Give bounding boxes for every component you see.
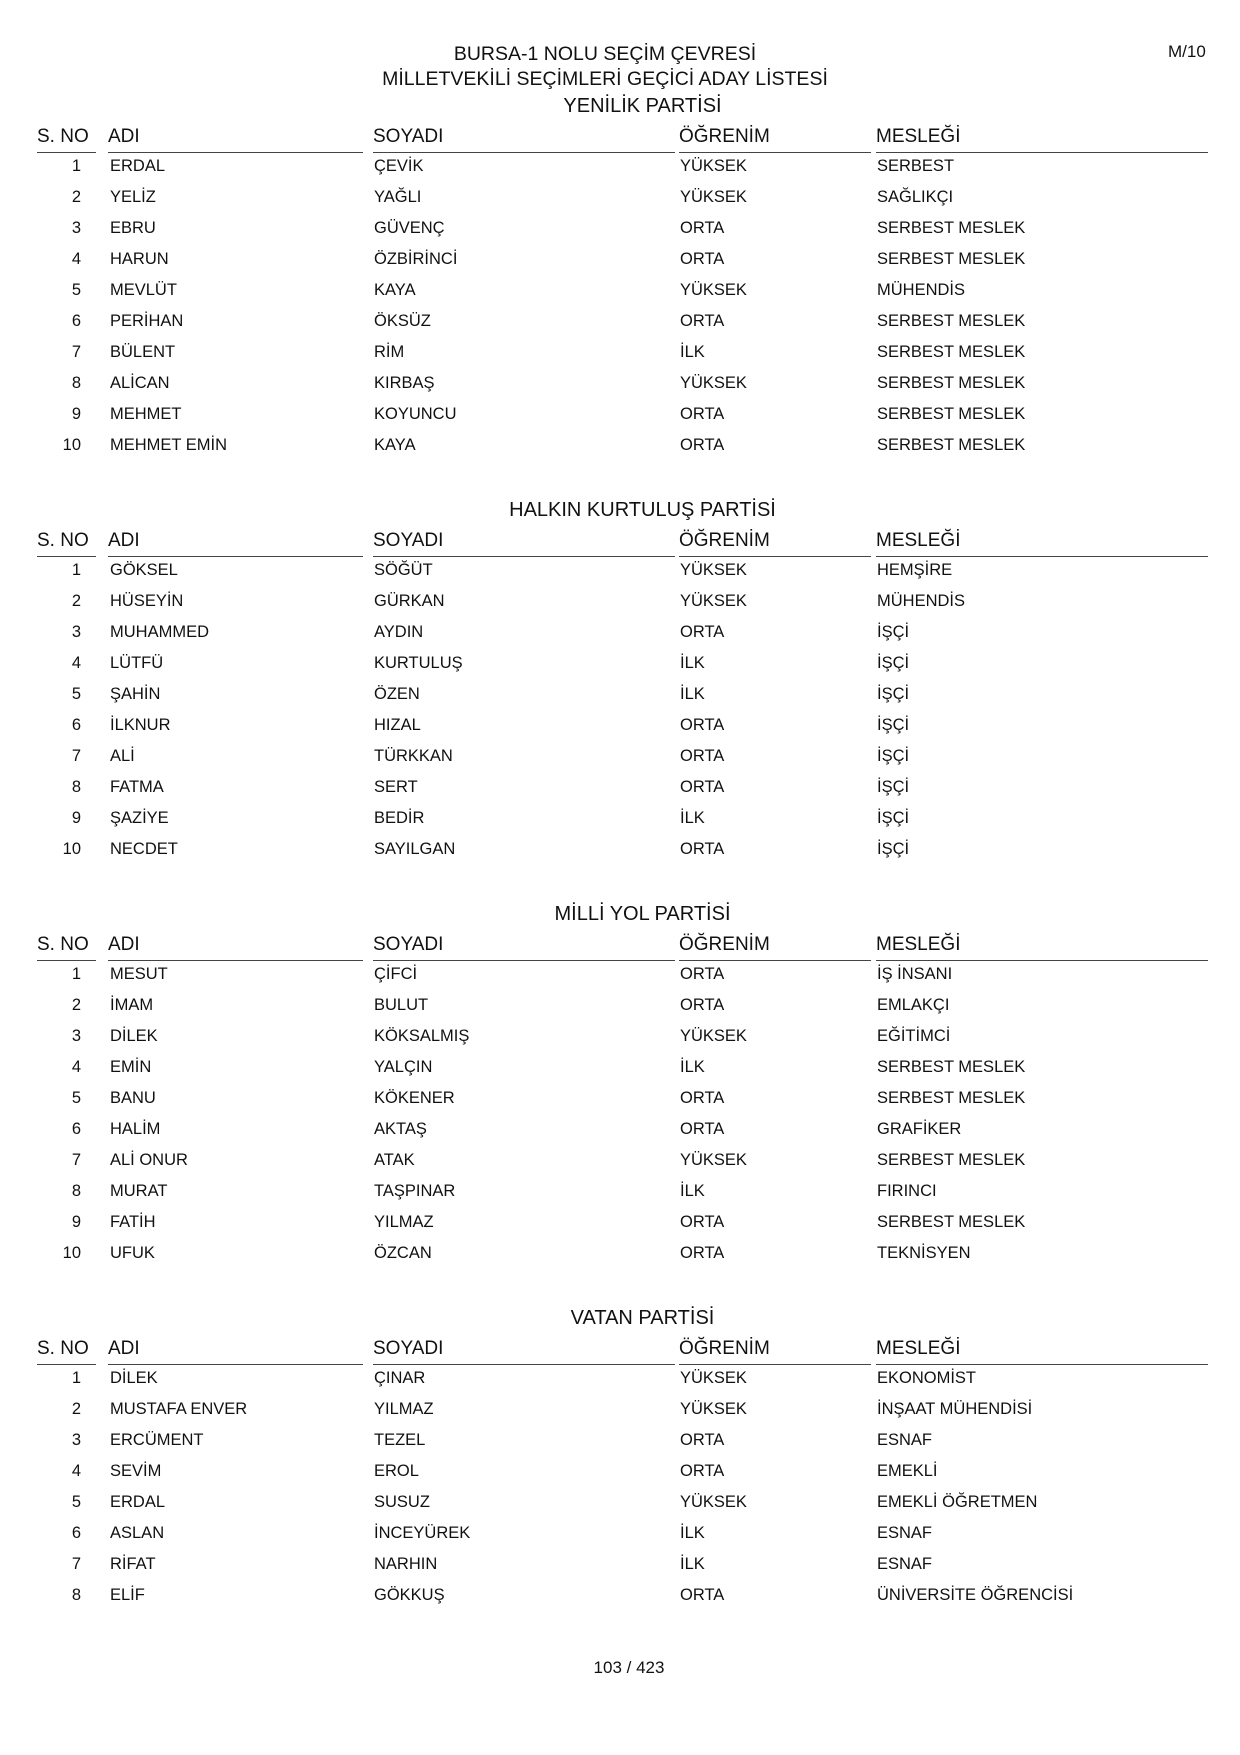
- table-row: [37, 1426, 1208, 1457]
- cell-meslegi: MÜHENDİS: [877, 592, 966, 610]
- cell-meslegi: İŞÇİ: [877, 654, 910, 672]
- col-header-sno: S. NO: [37, 1336, 96, 1365]
- cell-adi: İMAM: [110, 996, 154, 1014]
- party-name: MİLLİ YOL PARTİSİ: [554, 903, 731, 925]
- cell-soyadi: YAĞLI: [374, 188, 422, 206]
- cell-soyadi: KÖKENER: [374, 1089, 455, 1107]
- cell-soyadi: KURTULUŞ: [374, 654, 463, 672]
- cell-meslegi: SERBEST MESLEK: [877, 1058, 1026, 1076]
- cell-sno: 9: [71, 405, 81, 423]
- table-row: [37, 556, 1208, 587]
- table-row: [37, 1022, 1208, 1053]
- cell-soyadi: RİM: [374, 343, 405, 361]
- cell-meslegi: EMLAKÇI: [877, 996, 950, 1014]
- cell-meslegi: İŞÇİ: [877, 747, 910, 765]
- cell-meslegi: MÜHENDİS: [877, 281, 966, 299]
- cell-meslegi: EMEKLİ ÖĞRETMEN: [877, 1493, 1038, 1511]
- cell-ogrenim: ORTA: [680, 1120, 725, 1138]
- cell-sno: 6: [71, 716, 81, 734]
- col-header-adi: ADI: [108, 528, 363, 557]
- cell-soyadi: SUSUZ: [374, 1493, 430, 1511]
- cell-ogrenim: ORTA: [680, 405, 725, 423]
- cell-meslegi: SERBEST MESLEK: [877, 250, 1026, 268]
- cell-soyadi: KOYUNCU: [374, 405, 457, 423]
- cell-adi: MUSTAFA ENVER: [110, 1400, 248, 1418]
- cell-sno: 2: [71, 996, 81, 1014]
- cell-meslegi: SERBEST MESLEK: [877, 374, 1026, 392]
- table-row: [37, 152, 1208, 183]
- cell-ogrenim: ORTA: [680, 250, 725, 268]
- table-row: [37, 1581, 1208, 1612]
- col-header-meslegi: MESLEĞİ: [876, 932, 1208, 961]
- cell-meslegi: EKONOMİST: [877, 1369, 977, 1387]
- cell-meslegi: TEKNİSYEN: [877, 1244, 971, 1262]
- party-section-yenilik: [37, 92, 1208, 462]
- cell-meslegi: SERBEST MESLEK: [877, 405, 1026, 423]
- cell-ogrenim: YÜKSEK: [680, 1493, 747, 1511]
- cell-soyadi: YILMAZ: [374, 1400, 434, 1418]
- cell-adi: LÜTFÜ: [110, 654, 164, 672]
- cell-ogrenim: ORTA: [680, 312, 725, 330]
- table-row: [37, 1053, 1208, 1084]
- party-section-milli-yol: [37, 900, 1208, 1270]
- cell-soyadi: YILMAZ: [374, 1213, 434, 1231]
- cell-meslegi: SERBEST MESLEK: [877, 219, 1026, 237]
- table-header: [37, 928, 1208, 960]
- cell-meslegi: GRAFİKER: [877, 1120, 962, 1138]
- cell-adi: FATMA: [110, 778, 164, 796]
- cell-soyadi: HIZAL: [374, 716, 421, 734]
- candidate-rows: [37, 960, 1208, 1270]
- cell-sno: 10: [62, 1244, 81, 1262]
- table-row: [37, 369, 1208, 400]
- cell-adi: BANU: [110, 1089, 156, 1107]
- cell-soyadi: KAYA: [374, 436, 416, 454]
- cell-ogrenim: ORTA: [680, 778, 725, 796]
- cell-sno: 9: [71, 1213, 81, 1231]
- col-header-meslegi: MESLEĞİ: [876, 1336, 1208, 1365]
- cell-meslegi: İŞÇİ: [877, 778, 910, 796]
- cell-adi: ŞAZİYE: [110, 809, 169, 827]
- table-header: [37, 120, 1208, 152]
- cell-ogrenim: ORTA: [680, 1431, 725, 1449]
- cell-sno: 5: [71, 685, 81, 703]
- cell-ogrenim: ORTA: [680, 1244, 725, 1262]
- cell-ogrenim: YÜKSEK: [680, 281, 747, 299]
- table-row: [37, 1550, 1208, 1581]
- party-section-halkin-kurtulus: [37, 496, 1208, 866]
- cell-adi: ALİCAN: [110, 374, 170, 392]
- table-row: [37, 1457, 1208, 1488]
- cell-soyadi: GÖKKUŞ: [374, 1586, 445, 1604]
- cell-meslegi: FIRINCI: [877, 1182, 937, 1200]
- cell-adi: YELİZ: [110, 188, 156, 206]
- cell-meslegi: İŞÇİ: [877, 685, 910, 703]
- cell-ogrenim: ORTA: [680, 965, 725, 983]
- cell-ogrenim: ORTA: [680, 436, 725, 454]
- cell-ogrenim: İLK: [680, 343, 705, 361]
- cell-soyadi: AYDIN: [374, 623, 424, 641]
- cell-adi: RİFAT: [110, 1555, 156, 1573]
- cell-meslegi: İŞÇİ: [877, 623, 910, 641]
- party-section-vatan: [37, 1304, 1208, 1612]
- party-name: VATAN PARTİSİ: [570, 1307, 715, 1329]
- cell-adi: ALİ ONUR: [110, 1151, 188, 1169]
- cell-sno: 1: [71, 561, 81, 579]
- candidate-rows: [37, 152, 1208, 462]
- col-header-sno: S. NO: [37, 528, 96, 557]
- cell-ogrenim: İLK: [680, 1524, 705, 1542]
- document-code: M/10: [1168, 42, 1206, 61]
- cell-sno: 4: [71, 1058, 81, 1076]
- party-name: YENİLİK PARTİSİ: [563, 95, 722, 117]
- title-line-1: BURSA-1 NOLU SEÇİM ÇEVRESİ: [453, 43, 757, 65]
- cell-adi: ERDAL: [110, 157, 166, 175]
- cell-soyadi: KAYA: [374, 281, 416, 299]
- col-header-soyadi: SOYADI: [373, 932, 675, 961]
- cell-adi: HARUN: [110, 250, 169, 268]
- cell-sno: 7: [71, 343, 81, 361]
- cell-sno: 1: [71, 965, 81, 983]
- page-number: 103 / 423: [593, 1658, 665, 1677]
- cell-sno: 3: [71, 1431, 81, 1449]
- cell-soyadi: KÖKSALMIŞ: [374, 1027, 470, 1045]
- table-row: [37, 649, 1208, 680]
- cell-ogrenim: YÜKSEK: [680, 1369, 747, 1387]
- cell-meslegi: ESNAF: [877, 1431, 933, 1449]
- cell-adi: ELİF: [110, 1586, 145, 1604]
- cell-sno: 7: [71, 1151, 81, 1169]
- table-row: [37, 773, 1208, 804]
- cell-sno: 3: [71, 623, 81, 641]
- cell-meslegi: SERBEST MESLEK: [877, 1213, 1026, 1231]
- cell-ogrenim: ORTA: [680, 996, 725, 1014]
- cell-ogrenim: ORTA: [680, 716, 725, 734]
- cell-soyadi: BULUT: [374, 996, 429, 1014]
- cell-soyadi: ÇEVİK: [374, 157, 424, 175]
- cell-adi: DİLEK: [110, 1027, 158, 1045]
- cell-meslegi: SERBEST MESLEK: [877, 312, 1026, 330]
- col-header-adi: ADI: [108, 124, 363, 153]
- cell-meslegi: ESNAF: [877, 1555, 933, 1573]
- col-header-ogrenim: ÖĞRENİM: [679, 1336, 871, 1365]
- table-row: [37, 1146, 1208, 1177]
- cell-sno: 3: [71, 1027, 81, 1045]
- cell-meslegi: EĞİTİMCİ: [877, 1027, 951, 1045]
- table-row: [37, 835, 1208, 866]
- table-row: [37, 1519, 1208, 1550]
- cell-soyadi: KIRBAŞ: [374, 374, 435, 392]
- table-row: [37, 804, 1208, 835]
- title-line-2: MİLLETVEKİLİ SEÇİMLERİ GEÇİCİ ADAY LİSTESİ: [382, 68, 828, 90]
- table-row: [37, 960, 1208, 991]
- cell-ogrenim: İLK: [680, 809, 705, 827]
- table-row: [37, 680, 1208, 711]
- candidate-rows: [37, 1364, 1208, 1612]
- cell-soyadi: ÖKSÜZ: [374, 312, 431, 330]
- cell-adi: HÜSEYİN: [110, 592, 184, 610]
- cell-soyadi: EROL: [374, 1462, 419, 1480]
- cell-adi: ERCÜMENT: [110, 1431, 204, 1449]
- cell-sno: 6: [71, 312, 81, 330]
- col-header-sno: S. NO: [37, 932, 96, 961]
- cell-adi: MESUT: [110, 965, 168, 983]
- cell-soyadi: NARHIN: [374, 1555, 438, 1573]
- cell-ogrenim: ORTA: [680, 840, 725, 858]
- cell-ogrenim: YÜKSEK: [680, 1027, 747, 1045]
- table-row: [37, 307, 1208, 338]
- col-header-soyadi: SOYADI: [373, 528, 675, 557]
- cell-sno: 7: [71, 747, 81, 765]
- table-row: [37, 1488, 1208, 1519]
- cell-adi: UFUK: [110, 1244, 155, 1262]
- cell-sno: 5: [71, 281, 81, 299]
- cell-ogrenim: ORTA: [680, 1213, 725, 1231]
- cell-adi: NECDET: [110, 840, 178, 858]
- cell-sno: 1: [71, 157, 81, 175]
- table-row: [37, 214, 1208, 245]
- cell-soyadi: TÜRKKAN: [374, 747, 453, 765]
- cell-ogrenim: ORTA: [680, 1089, 725, 1107]
- col-header-soyadi: SOYADI: [373, 1336, 675, 1365]
- cell-sno: 8: [71, 778, 81, 796]
- cell-sno: 6: [71, 1120, 81, 1138]
- cell-soyadi: ÇİFCİ: [374, 965, 418, 983]
- cell-sno: 8: [71, 374, 81, 392]
- col-header-adi: ADI: [108, 932, 363, 961]
- cell-sno: 6: [71, 1524, 81, 1542]
- document-title: [0, 42, 1240, 92]
- col-header-meslegi: MESLEĞİ: [876, 124, 1208, 153]
- table-row: [37, 276, 1208, 307]
- cell-soyadi: SÖĞÜT: [374, 561, 433, 579]
- cell-adi: MURAT: [110, 1182, 168, 1200]
- cell-ogrenim: İLK: [680, 654, 705, 672]
- table-row: [37, 742, 1208, 773]
- cell-soyadi: TEZEL: [374, 1431, 426, 1449]
- table-row: [37, 1239, 1208, 1270]
- cell-meslegi: SERBEST MESLEK: [877, 343, 1026, 361]
- cell-sno: 1: [71, 1369, 81, 1387]
- cell-ogrenim: ORTA: [680, 1586, 725, 1604]
- cell-meslegi: SERBEST MESLEK: [877, 436, 1026, 454]
- cell-soyadi: GÜRKAN: [374, 592, 445, 610]
- table-row: [37, 587, 1208, 618]
- cell-soyadi: ATAK: [374, 1151, 415, 1169]
- cell-sno: 2: [71, 1400, 81, 1418]
- cell-meslegi: ÜNİVERSİTE ÖĞRENCİSİ: [877, 1586, 1074, 1604]
- cell-soyadi: GÜVENÇ: [374, 219, 445, 237]
- cell-meslegi: İŞÇİ: [877, 809, 910, 827]
- cell-soyadi: SAYILGAN: [374, 840, 456, 858]
- cell-meslegi: İNŞAAT MÜHENDİSİ: [877, 1400, 1033, 1418]
- cell-sno: 7: [71, 1555, 81, 1573]
- cell-ogrenim: YÜKSEK: [680, 592, 747, 610]
- cell-meslegi: EMEKLİ: [877, 1462, 938, 1480]
- cell-ogrenim: İLK: [680, 1182, 705, 1200]
- cell-meslegi: SERBEST MESLEK: [877, 1089, 1026, 1107]
- cell-meslegi: SAĞLIKÇI: [877, 188, 954, 206]
- cell-ogrenim: İLK: [680, 685, 705, 703]
- cell-adi: ERDAL: [110, 1493, 166, 1511]
- table-row: [37, 400, 1208, 431]
- cell-adi: ŞAHİN: [110, 685, 161, 703]
- table-row: [37, 1208, 1208, 1239]
- cell-meslegi: SERBEST: [877, 157, 955, 175]
- col-header-ogrenim: ÖĞRENİM: [679, 124, 871, 153]
- cell-ogrenim: ORTA: [680, 219, 725, 237]
- cell-soyadi: BEDİR: [374, 809, 425, 827]
- table-row: [37, 618, 1208, 649]
- table-row: [37, 991, 1208, 1022]
- col-header-sno: S. NO: [37, 124, 96, 153]
- cell-adi: EMİN: [110, 1058, 152, 1076]
- col-header-adi: ADI: [108, 1336, 363, 1365]
- cell-sno: 4: [71, 250, 81, 268]
- cell-meslegi: HEMŞİRE: [877, 561, 953, 579]
- cell-sno: 8: [71, 1586, 81, 1604]
- cell-sno: 10: [62, 840, 81, 858]
- cell-adi: BÜLENT: [110, 343, 176, 361]
- cell-adi: MEHMET: [110, 405, 182, 423]
- cell-adi: MEHMET EMİN: [110, 436, 228, 454]
- cell-adi: HALİM: [110, 1120, 161, 1138]
- table-row: [37, 1177, 1208, 1208]
- cell-adi: MUHAMMED: [110, 623, 209, 641]
- table-row: [37, 1395, 1208, 1426]
- cell-sno: 5: [71, 1089, 81, 1107]
- cell-meslegi: İŞ İNSANI: [877, 965, 953, 983]
- cell-meslegi: SERBEST MESLEK: [877, 1151, 1026, 1169]
- cell-ogrenim: YÜKSEK: [680, 157, 747, 175]
- cell-ogrenim: YÜKSEK: [680, 374, 747, 392]
- cell-sno: 4: [71, 1462, 81, 1480]
- cell-sno: 3: [71, 219, 81, 237]
- table-row: [37, 183, 1208, 214]
- table-row: [37, 1084, 1208, 1115]
- cell-adi: PERİHAN: [110, 312, 184, 330]
- cell-soyadi: ÖZEN: [374, 685, 420, 703]
- cell-adi: FATİH: [110, 1213, 156, 1231]
- cell-ogrenim: İLK: [680, 1058, 705, 1076]
- col-header-meslegi: MESLEĞİ: [876, 528, 1208, 557]
- col-header-ogrenim: ÖĞRENİM: [679, 528, 871, 557]
- cell-adi: ALİ: [110, 747, 135, 765]
- table-header: [37, 524, 1208, 556]
- candidate-rows: [37, 556, 1208, 866]
- cell-adi: EBRU: [110, 219, 156, 237]
- cell-sno: 2: [71, 592, 81, 610]
- cell-soyadi: TAŞPINAR: [374, 1182, 456, 1200]
- cell-meslegi: İŞÇİ: [877, 716, 910, 734]
- table-row: [37, 711, 1208, 742]
- cell-sno: 2: [71, 188, 81, 206]
- cell-adi: GÖKSEL: [110, 561, 178, 579]
- cell-soyadi: ÖZCAN: [374, 1244, 432, 1262]
- cell-sno: 10: [62, 436, 81, 454]
- table-row: [37, 1115, 1208, 1146]
- table-row: [37, 431, 1208, 462]
- cell-ogrenim: YÜKSEK: [680, 561, 747, 579]
- cell-adi: SEVİM: [110, 1462, 162, 1480]
- cell-ogrenim: ORTA: [680, 623, 725, 641]
- cell-ogrenim: YÜKSEK: [680, 1151, 747, 1169]
- cell-soyadi: ÇINAR: [374, 1369, 426, 1387]
- cell-ogrenim: YÜKSEK: [680, 1400, 747, 1418]
- table-row: [37, 1364, 1208, 1395]
- cell-soyadi: İNCEYÜREK: [374, 1524, 471, 1542]
- cell-ogrenim: ORTA: [680, 1462, 725, 1480]
- cell-soyadi: YALÇIN: [374, 1058, 433, 1076]
- cell-ogrenim: ORTA: [680, 747, 725, 765]
- cell-sno: 8: [71, 1182, 81, 1200]
- col-header-soyadi: SOYADI: [373, 124, 675, 153]
- cell-adi: İLKNUR: [110, 716, 171, 734]
- cell-meslegi: ESNAF: [877, 1524, 933, 1542]
- table-row: [37, 338, 1208, 369]
- cell-soyadi: SERT: [374, 778, 418, 796]
- cell-sno: 9: [71, 809, 81, 827]
- table-row: [37, 245, 1208, 276]
- cell-ogrenim: İLK: [680, 1555, 705, 1573]
- cell-sno: 5: [71, 1493, 81, 1511]
- cell-adi: ASLAN: [110, 1524, 165, 1542]
- cell-soyadi: ÖZBİRİNCİ: [374, 250, 458, 268]
- cell-adi: MEVLÜT: [110, 281, 177, 299]
- cell-sno: 4: [71, 654, 81, 672]
- col-header-ogrenim: ÖĞRENİM: [679, 932, 871, 961]
- cell-soyadi: AKTAŞ: [374, 1120, 427, 1138]
- cell-meslegi: İŞÇİ: [877, 840, 910, 858]
- cell-adi: DİLEK: [110, 1369, 158, 1387]
- table-header: [37, 1332, 1208, 1364]
- cell-ogrenim: YÜKSEK: [680, 188, 747, 206]
- party-name: HALKIN KURTULUŞ PARTİSİ: [509, 499, 776, 521]
